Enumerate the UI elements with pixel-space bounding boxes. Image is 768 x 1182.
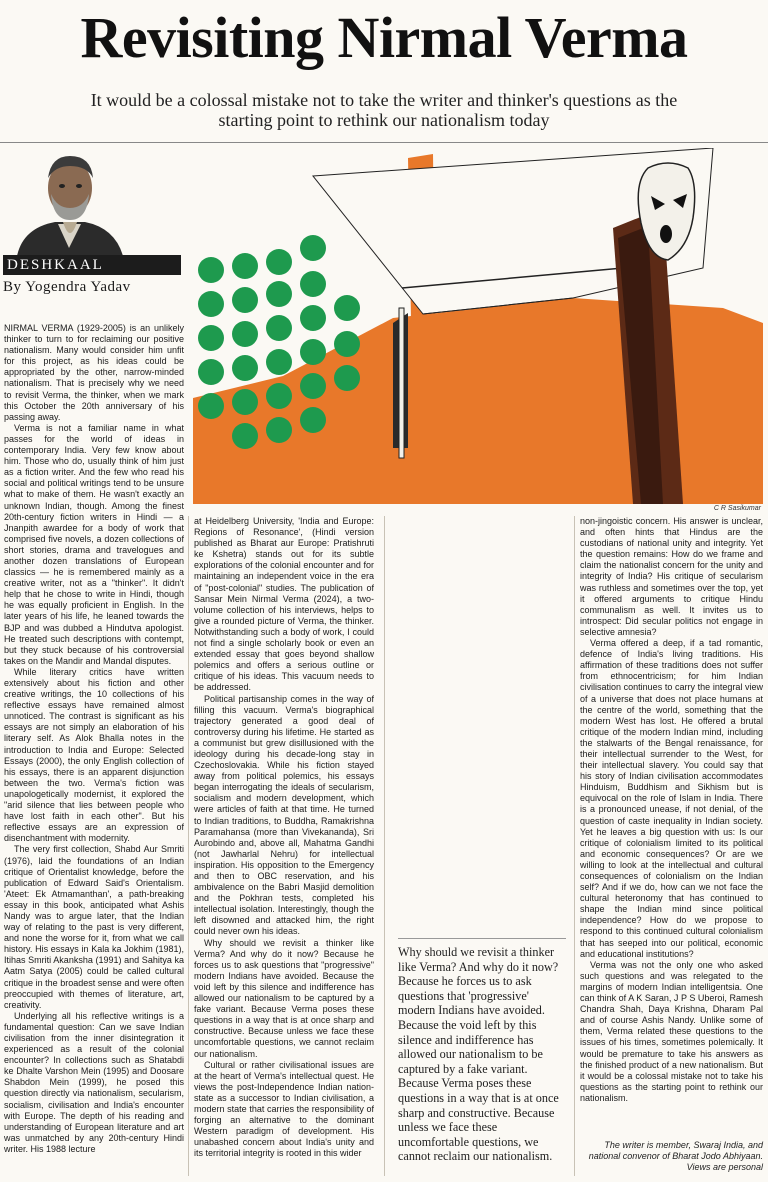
article-column-1: [4, 323, 184, 1180]
pull-quote: Why should we revisit a thinker like Verma? And why do it now? Because he forces us to ask questions that 'progressive' modern Indians have avoided. Because the void left by this silence and indifference has allowed our nationalism to be captured by a fake variant. Because Verma poses these questions in a way that is at once sharp and constructive. Because unless we face these uncomfortable questions, we cannot reclaim our nationalism.: [398, 945, 559, 1164]
author-photo: [3, 148, 181, 256]
paragraph: Political partisanship comes in the way of filling this vacuum. Verma's biographical trajectory generated a good deal of controversy during his lifetime. He started as a communist but grew disillusioned with the ideology during his decade-long stay in Czechoslovakia. While his fiction stayed away from political polemics, his essays began interrogating the ideals of secularism, socialism and modern development, which were articles of faith at that time. He turned to Indian traditions, to Buddha, Ramakrishna Paramahansa (more than Vivekananda), Sri Aurobindo and, above all, Mahatma Gandhi (not Jawharlal Nehru) for intellectual inspiration. His opposition to the Emergency and then to OBC reservation, and his ambivalence on the Babri Masjid demolition and the Pokhran tests, completed his intellectual isolation. Interestingly, though the left disowned and attacked him, the right could never own his ideas.: [194, 693, 374, 937]
article-column-2: [194, 516, 374, 1180]
header-divider: [0, 142, 768, 143]
paragraph: Verma was not the only one who asked such questions and was relegated to the margins of modern Indian intelligentsia. One can think of A K Saran, J P S Uberoi, Ramesh Chandra Shah, Daya Krishna, Dharam Pal and of course Ashis Nandy. Unlike some of them, Verma related these questions to the issues of his times, sometimes polemically. It would be premature to take his answers as the finished product of a new nationalism. But it would be a colossal mistake not to take his questions as the starting point to rethink our nationalism.: [580, 959, 763, 1103]
paragraph: The very first collection, Shabd Aur Smriti (1976), laid the foundations of an Indian critique of Orientalist knowledge, before the publication of Edward Said's Orientalism. 'Ateet: Ek Atmamanthan', a path-breaking essay in this book, anticipated what Ashis Nandy was to argue later, that the Indian way of relating to the past is very different, and none the worse for it, from what we call history. His essays in Kala ka Jokhim (1981), Itihas Smriti Akanksha (1991) and Sahitya ka Aatm Satya (2005) could be called cultural critique in the broadest sense and were often preoccupied with themes of literature, art, creativity.: [4, 844, 184, 1010]
column-divider: [188, 516, 189, 1176]
article-column-3: [580, 516, 763, 1116]
paragraph: Underlying all his reflective writings is a fundamental question: Can we save Indian civilisation from the inner disintegration it experienced as a result of the colonial encounter? In collections such as Shatabdi ke Dhalte Varshon Mein (1995) and Doosare Shabdon Mein (1999), he posed this question directly via nationalism, secularism, socialism, civilisation and India's encounter with Europe. The depth of his reading and understanding of European literature and art was unmatched by any 20th-century Hindi writer. His 1988 lecture: [4, 1010, 184, 1154]
illustration-credit: C R Sasikumar: [713, 505, 761, 512]
paragraph: NIRMAL VERMA (1929-2005) is an unlikely thinker to turn to for reclaiming our positive nationalism. Many would consider him unfit for this project, as his ideas could be appropriated by the other, narrow-minded nationalism. That is precisely why we need to revisit Verma, the thinker, when we mark this October the 20th anniversary of his passing away.: [4, 323, 184, 422]
column-name: DESHKAAL: [3, 255, 181, 275]
byline: By Yogendra Yadav: [3, 279, 131, 295]
paragraph: non-jingoistic concern. His answer is unclear, and often hints that Hindus are the custodians of national unity and integrity. Yet the question remains: How do we frame and claim the nationalist concern for the unity and integrity of India? His critique of secularism was ruthless and sometimes over the top, yet it offered arguments to critique Hindu communalism as well. It invites us to introspect: Did secular politics not engage in selective amnesia?: [580, 516, 763, 637]
column-divider: [574, 516, 575, 1176]
author-note: The writer is member, Swaraj India, and national convenor of Bharat Jodo Abhiyaan. Views are personal: [588, 1140, 763, 1172]
standfirst: It would be a colossal mistake not to take the writer and thinker's questions as the starting point to rethink our nationalism today: [90, 90, 678, 130]
headline: Revisiting Nirmal Verma: [80, 5, 688, 70]
illustration: [193, 148, 763, 504]
column-divider: [384, 516, 385, 1176]
paragraph: Verma is not a familiar name in what passes for the world of ideas in contemporary India. Very few know about him. Those who do, usually think of him just as a fiction writer. And the few who read his social and political writings tend to be unsure what to make of them. He wasn't exactly an unknown Indian, though. Among the finest 20th-century fiction writers in Hindi — a Jnanpith awardee for a body of work that comprised five novels, a dozen collections of short stories, drama and travelogues and another dozen translations of European classics — he is remembered mainly as a creative writer, not as a "thinker". It didn't help that he chose to write in Hindi, though he was equally proficient in English. In the later years of his life, he leaned towards the BJP and was dubbed a Hindutva apologist. He treated such descriptions with contempt, but they stuck because of his controversial takes on the Mandir and Mandal disputes.: [4, 422, 184, 666]
paragraph: at Heidelberg University, 'India and Europe: Regions of Resonance', (Hindi version published as Bharat aur Europe: Pratishruti ke Kshetra) stands out for its subtle explorations of the colonial encounter and for maintaining an independent voice in the era of "post-colonial" studies. The publication of Sansar Mein Nirmal Verma (2024), a two-volume collection of his interviews, helps to give a rounded picture of Verma, the thinker. Notwithstanding such a body of work, I could not find a single scholarly book or even an extended essay that goes beyond shallow polemics and offers a serious outline or critique of his ideas. This vacuum needs to be addressed.: [194, 516, 374, 693]
paragraph: Verma offered a deep, if a tad romantic, defence of India's living traditions. His affirmation of these traditions does not suffer from ethnocentricism; for him Indian civilisation continues to carry the integral view of a universe that does not place humans at the centre of the world, something that the modern West has lost. He offered a brutal critique of the modern Indian mind, including the stalwarts of the Bengal renaissance, for their intellectual surrender to the West, for their intellectual slavery. You could say that his story of Indian civilisation accommodates Hinduism, Buddhism and Sikhism but is equivocal on the role of Islam in India. There is a pronounced unease, if not denial, of the question of caste inequality in Indian society. Yet he leaves a big question with us: Is our critique of colonialism limited to its political and economic consequences? Or are we willing to look at the intellectual and cultural consequences of colonialism on the Indian self? And if we do, how can we not face the cultural heteronomy that has continued to shape the Indian mind since political independence? How do we propose to respond to this continued cultural colonialism that has seeped into our political, economic and educational institutions?: [580, 638, 763, 959]
paragraph: Why should we revisit a thinker like Verma? And why do it now? Because he forces us to ask questions that "progressive" modern Indians have avoided. Because the void left by this silence and indifference has allowed our nationalism to be captured by a fake variant. Because Verma poses these questions in a way that is at once sharp and constructive. Because unless we face these uncomfortable questions, we cannot reclaim our nationalism.: [194, 937, 374, 1059]
pull-quote-rule: [398, 938, 566, 939]
paragraph: Cultural or rather civilisational issues are at the heart of Verma's intellectual quest. He views the post-Independence Indian nation-state as a successor to Indian civilisation, a modern state that carries the responsibility of forging an alternative to the dominant Western paradigm of development. His unabashed concern about India's unity and its territorial integrity is rooted in this wider: [194, 1059, 374, 1159]
paragraph: While literary critics have written extensively about his fiction and other creative writings, the 10 collections of his reflective essays have remained almost unnoticed. The contrast is significant as his essays are not simply an elaboration of his literary self. As Alok Bhalla notes in the introduction to India and Europe: Selected Essays (2000), the only English collection of his essays, there is an apparent disjunction between the two. Verma's fiction was unapologetically modernist, it explored the "arid silence that lies between people who have lost faith in each other". But his reflective essays are an expression of disenchantment with modernity.: [4, 666, 184, 844]
